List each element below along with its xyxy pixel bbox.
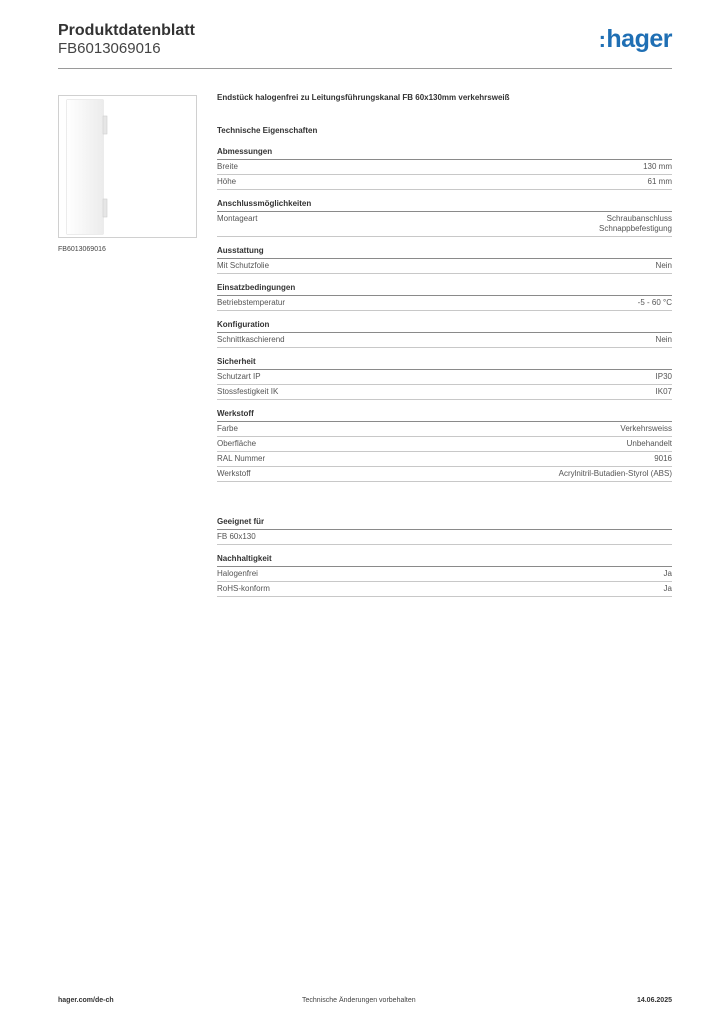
spec-row (217, 530, 672, 545)
spec-row (217, 385, 672, 400)
spec-value-line: Acrylnitril-Butadien-Styrol (ABS) (558, 469, 672, 478)
spec-row (217, 259, 672, 274)
spec-label: Oberfläche (217, 439, 257, 448)
spec-section (217, 199, 672, 237)
spec-section (217, 246, 672, 274)
spec-value-line: Ja (663, 569, 672, 578)
logo-text: hager (606, 25, 672, 53)
spec-value-line: Unbehandelt (626, 439, 672, 448)
spec-section (217, 283, 672, 311)
spec-value (656, 335, 672, 345)
spec-sections (217, 147, 672, 482)
product-description: Endstück halogenfrei zu Leitungsführungskanal FB 60x130mm verkehrsweiß (217, 93, 510, 102)
spec-value-line: 130 mm (643, 162, 672, 171)
spec-value (654, 454, 672, 464)
spec-row (217, 467, 672, 482)
extra-sections (217, 517, 672, 597)
footer-website-link[interactable]: hager.com/de-ch (58, 997, 114, 1004)
image-caption: FB6013069016 (58, 246, 106, 253)
spec-value (656, 372, 672, 382)
footer-date: 14.06.2025 (636, 997, 672, 1004)
spec-section (217, 357, 672, 400)
product-image (58, 95, 197, 238)
spec-value-line: 9016 (654, 454, 672, 463)
section-title: Anschlussmöglichkeiten (217, 199, 672, 212)
spec-row (217, 212, 672, 237)
spec-value-line: -5 - 60 °C (637, 298, 672, 307)
spec-row (217, 175, 672, 190)
spec-row (217, 422, 672, 437)
spec-label: Breite (217, 162, 238, 171)
logo-dots-icon: : (598, 27, 606, 52)
spec-value (627, 439, 672, 449)
spec-label: Mit Schutzfolie (217, 261, 270, 270)
spec-value (599, 214, 672, 234)
spec-row (217, 437, 672, 452)
spec-value (664, 584, 672, 594)
spec-label: RoHS-konform (217, 584, 270, 593)
spec-value-line: Schnappbefestigung (599, 224, 672, 233)
spec-value (656, 387, 672, 397)
section-title: Konfiguration (217, 320, 672, 333)
spec-section (217, 409, 672, 482)
section-title: Einsatzbedingungen (217, 283, 672, 296)
header-divider (58, 68, 672, 69)
spec-row (217, 370, 672, 385)
section-spacer (217, 491, 672, 517)
section-title: Sicherheit (217, 357, 672, 370)
spec-section (217, 517, 672, 545)
spec-section (217, 147, 672, 190)
spec-row (217, 582, 672, 597)
spec-section (217, 320, 672, 348)
spec-label: RAL Nummer (217, 454, 266, 463)
section-title: Werkstoff (217, 409, 672, 422)
spec-value-line: Verkehrsweiss (620, 424, 672, 433)
spec-value (664, 569, 672, 579)
spec-value-line: Nein (655, 261, 672, 270)
spec-label: Montageart (217, 214, 258, 223)
spec-value-line: Schraubanschluss (606, 214, 672, 223)
end-cap-icon (59, 96, 196, 237)
spec-value-line: IK07 (655, 387, 672, 396)
spec-label: Schnittkaschierend (217, 335, 285, 344)
spec-value-line: Nein (655, 335, 672, 344)
spec-value-line: IP30 (655, 372, 672, 381)
spec-label: Werkstoff (217, 469, 251, 478)
spec-section (217, 554, 672, 597)
spec-label: Stossfestigkeit IK (217, 387, 279, 396)
spec-value (643, 162, 672, 172)
spec-value (638, 298, 672, 308)
section-title: Geeignet für (217, 517, 672, 530)
spec-row (217, 333, 672, 348)
footer-notice: Technische Änderungen vorbehalten (302, 997, 416, 1004)
spec-value-line: 61 mm (647, 177, 672, 186)
spec-value-line: Ja (663, 584, 672, 593)
section-title: Ausstattung (217, 246, 672, 259)
spec-content (217, 92, 672, 606)
spec-value (620, 424, 672, 434)
section-title: Nachhaltigkeit (217, 554, 672, 567)
spec-value (656, 261, 672, 271)
spec-row (217, 452, 672, 467)
article-number: FB6013069016 (58, 40, 161, 57)
spec-label: Farbe (217, 424, 238, 433)
hager-logo (599, 25, 672, 54)
spec-row (217, 160, 672, 175)
spec-label: Halogenfrei (217, 569, 258, 578)
spec-label: FB 60x130 (217, 532, 256, 541)
spec-value (648, 177, 672, 187)
spec-row (217, 296, 672, 311)
page-title: Produktdatenblatt (58, 22, 195, 39)
spec-label: Höhe (217, 177, 237, 186)
spec-value (559, 469, 672, 479)
spec-row (217, 567, 672, 582)
spec-label: Betriebstemperatur (217, 298, 286, 307)
spec-label: Schutzart IP (217, 372, 261, 381)
tech-properties-heading: Technische Eigenschaften (217, 126, 318, 135)
section-title: Abmessungen (217, 147, 672, 160)
